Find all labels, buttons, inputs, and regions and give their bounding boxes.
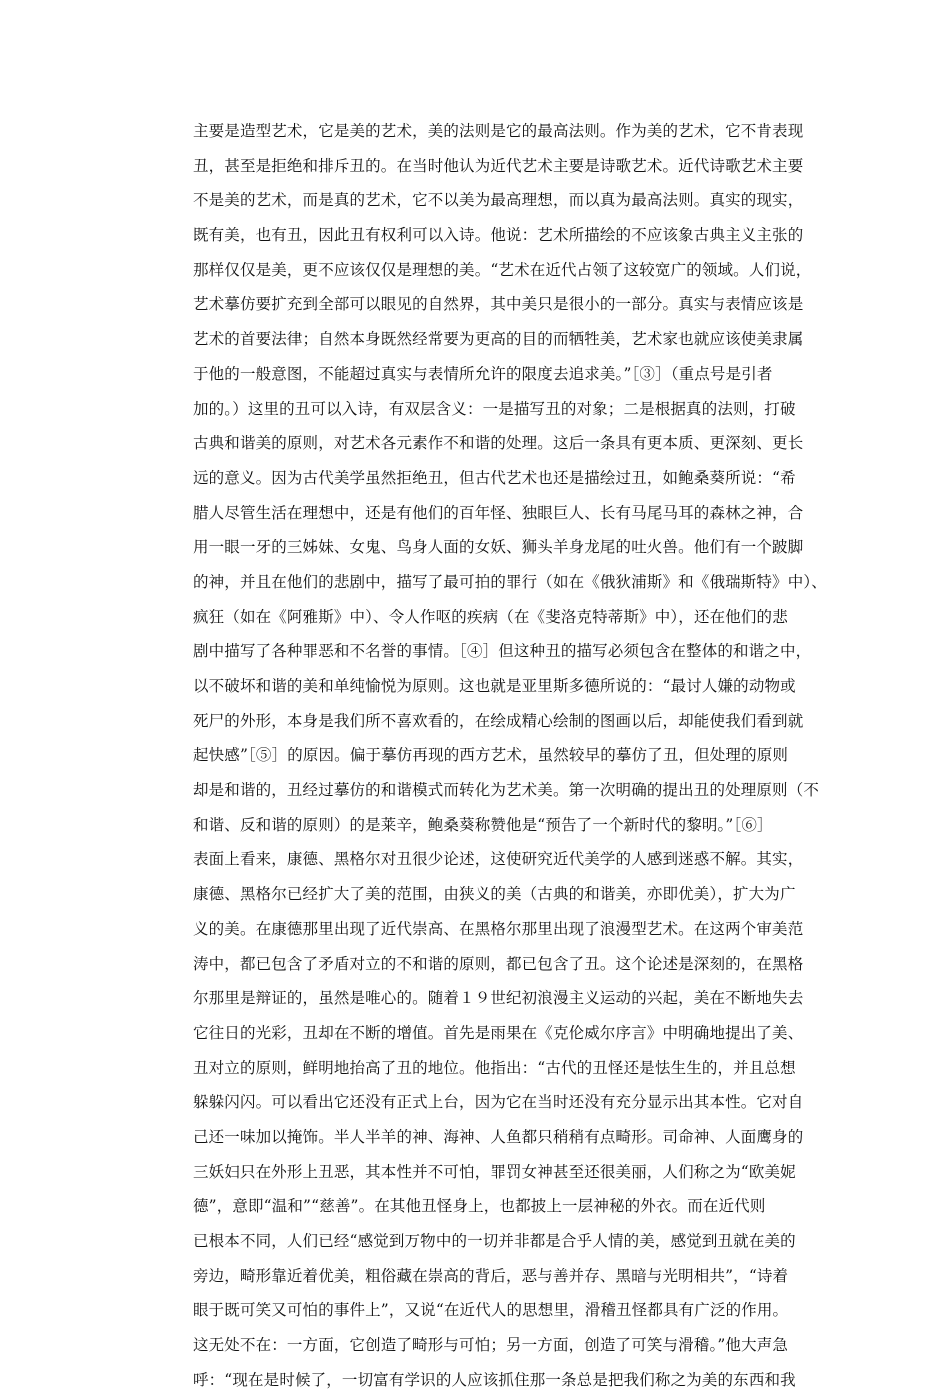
text-line: 古典和谐美的原则，对艺术各元素作不和谐的处理。这后一条具有更本质、更深刻、更长 [193,434,804,453]
body-text [193,114,833,1397]
text-line: 既有美，也有丑，因此丑有权利可以入诗。他说：艺术所描绘的不应该象古典主义主张的 [193,226,804,245]
text-line: 呼：“现在是时候了，一切富有学识的人应该抓住那一条总是把我们称之为美的东西和我 [193,1370,796,1389]
text-line: 腊人尽管生活在理想中，还是有他们的百年怪、独眼巨人、长有马尾马耳的森林之神，合 [193,503,804,522]
text-line: 用一眼一牙的三姊妹、女鬼、鸟身人面的女妖、狮头羊身龙尾的吐火兽。他们有一个跛脚 [193,538,804,557]
text-line: 死尸的外形，本身是我们所不喜欢看的，在绘成精心绘制的图画以后，却能使我们看到就 [193,711,804,730]
text-line: 远的意义。因为古代美学虽然拒绝丑，但古代艺术也还是描绘过丑，如鲍桑葵所说：“希 [193,468,796,487]
text-line: 艺术摹仿要扩充到全部可以眼见的自然界，其中美只是很小的一部分。真实与表情应该是 [193,295,804,314]
text-line: 于他的一般意图，不能超过真实与表情所允许的限度去追求美。”［③］（重点号是引者 [193,364,773,383]
text-line: 丑对立的原则，鲜明地抬高了丑的地位。他指出：“古代的丑怪还是怯生生的，并且总想 [193,1058,796,1077]
text-line: 涛中，都已包含了矛盾对立的不和谐的原则，都已包含了丑。这个论述是深刻的，在黑格 [193,954,804,973]
text-line: 旁边，畸形靠近着优美，粗俗藏在崇高的背后，恶与善并存、黑暗与光明相共”，“诗着 [193,1266,789,1285]
text-line: 义的美。在康德那里出现了近代崇高、在黑格尔那里出现了浪漫型艺术。在这两个审美范 [193,919,804,938]
text-line: 丑，甚至是拒绝和排斥丑的。在当时他认为近代艺术主要是诗歌艺术。近代诗歌艺术主要 [193,156,804,175]
text-line: 以不破坏和谐的美和单纯愉悦为原则。这也就是亚里斯多德所说的：“最讨人嫌的动物或 [193,677,796,695]
text-line: 剧中描写了各种罪恶和不名誉的事情。［④］但这种丑的描写必须包含在整体的和谐之中， [193,642,812,661]
text-line: 眼于既可笑又可怕的事件上”，又说“在近代人的思想里，滑稽丑怪都具有广泛的作用。 [193,1301,789,1320]
text-line: 和谐、反和谐的原则）的是莱辛，鲍桑葵称赞他是“预告了一个新时代的黎明。”［⑥］ [193,815,773,834]
text-line: 躲躲闪闪。可以看出它还没有正式上台，因为它在当时还没有充分显示出其本性。它对自 [193,1093,804,1112]
text-line: 的神，并且在他们的悲剧中，描写了最可拍的罪行（如在《俄狄浦斯》和《俄瑞斯特》中）、 [193,572,827,591]
text-line: 尔那里是辩证的，虽然是唯心的。随着１９世纪初浪漫主义运动的兴起，美在不断地失去 [193,989,804,1008]
text-line: 不是美的艺术，而是真的艺术，它不以美为最高理想，而以真为最高法则。真实的现实， [193,191,804,210]
text-line: 已根本不同，人们已经“感觉到万物中的一切并非都是合乎人情的美，感觉到丑就在美的 [193,1232,796,1250]
text-line: 它往日的光彩，丑却在不断的增值。首先是雨果在《克伦威尔序言》中明确地提出了美、 [193,1023,804,1042]
text-line: 起快感”［⑤］的原因。偏于摹仿再现的西方艺术，虽然较早的摹仿了丑，但处理的原则 [193,746,789,765]
text-line: 德”，意即“温和”“慈善”。在其他丑怪身上，也都披上一层神秘的外衣。而在近代则 [193,1197,766,1216]
text-line: 三妖妇只在外形上丑恶，其本性并不可怕，罪罚女神甚至还很美丽，人们称之为“欧美妮 [193,1162,796,1181]
text-line: 己还一味加以掩饰。半人半羊的神、海神、人鱼都只稍稍有点畸形。司命神、人面鹰身的 [193,1127,804,1146]
text-line: 表面上看来，康德、黑格尔对丑很少论述，这使研究近代美学的人感到迷惑不解。其实， [193,850,804,869]
text-line: 却是和谐的，丑经过摹仿的和谐模式而转化为艺术美。第一次明确的提出丑的处理原则（不 [193,781,820,800]
text-line: 加的。）这里的丑可以入诗，有双层含义：一是描写丑的对象；二是根据真的法则，打破 [193,399,796,418]
text-line: 主要是造型艺术，它是美的艺术，美的法则是它的最高法则。作为美的艺术，它不肯表现 [193,122,804,140]
text-line: 艺术的首要法律；自然本身既然经常要为更高的目的而牺牲美，艺术家也就应该使美隶属 [193,330,804,349]
text-line: 康德、黑格尔已经扩大了美的范围，由狭义的美（古典的和谐美，亦即优美），扩大为广 [193,885,796,904]
text-line: 这无处不在：一方面，它创造了畸形与可怕；另一方面，创造了可笑与滑稽。”他大声急 [193,1336,789,1355]
text-line: 那样仅仅是美，更不应该仅仅是理想的美。“艺术在近代占领了这较宽广的领域。人们说， [193,260,812,279]
text-line: 疯狂（如在《阿雅斯》中）、令人作呕的疾病（在《斐洛克特蒂斯》中），还在他们的悲 [193,607,788,626]
